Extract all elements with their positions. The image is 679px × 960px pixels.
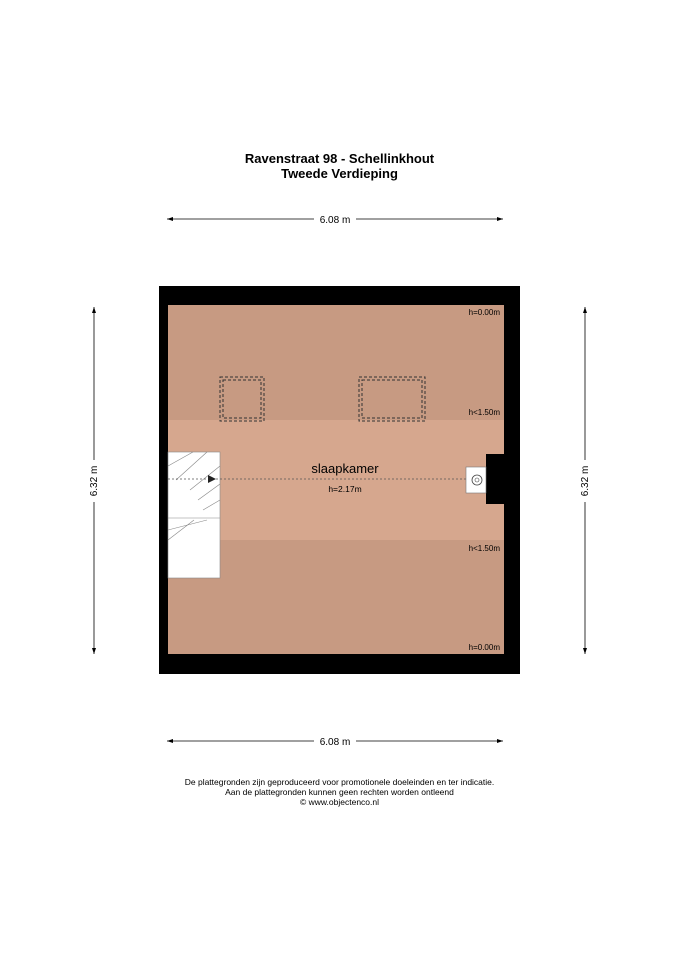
low-ceiling-zone-top [168, 305, 504, 420]
staircase [168, 452, 220, 578]
left-dimension [88, 307, 100, 654]
chimney [486, 454, 504, 504]
bottom-width-label: 6.08 m [319, 737, 351, 748]
height-marker-top: h=0.00m [468, 308, 500, 317]
right-dimension [579, 307, 591, 654]
right-height-label: 6.32 m [580, 465, 591, 497]
height-marker-upper: h<1.50m [468, 408, 500, 417]
left-height-label: 6.32 m [89, 465, 100, 497]
room-name: slaapkamer [311, 461, 379, 476]
top-dimension [167, 213, 503, 226]
copyright-line: © www.objectenco.nl [299, 797, 380, 807]
floor-name: Tweede Verdieping [281, 166, 398, 181]
bottom-dimension [167, 735, 503, 748]
plan-title: Ravenstraat 98 - Schellinkhout [244, 151, 435, 166]
height-marker-lower: h<1.50m [468, 544, 500, 553]
room-height: h=2.17m [328, 484, 362, 494]
boiler-icon [466, 467, 486, 493]
top-width-label: 6.08 m [319, 215, 351, 226]
disclaimer-line-1: De plattegronden zijn geproduceerd voor promotionele doeleinden en ter indicatie. [184, 777, 495, 787]
disclaimer-line-2: Aan de plattegronden kunnen geen rechten worden ontleend [225, 787, 454, 797]
height-marker-bottom: h=0.00m [468, 643, 500, 652]
